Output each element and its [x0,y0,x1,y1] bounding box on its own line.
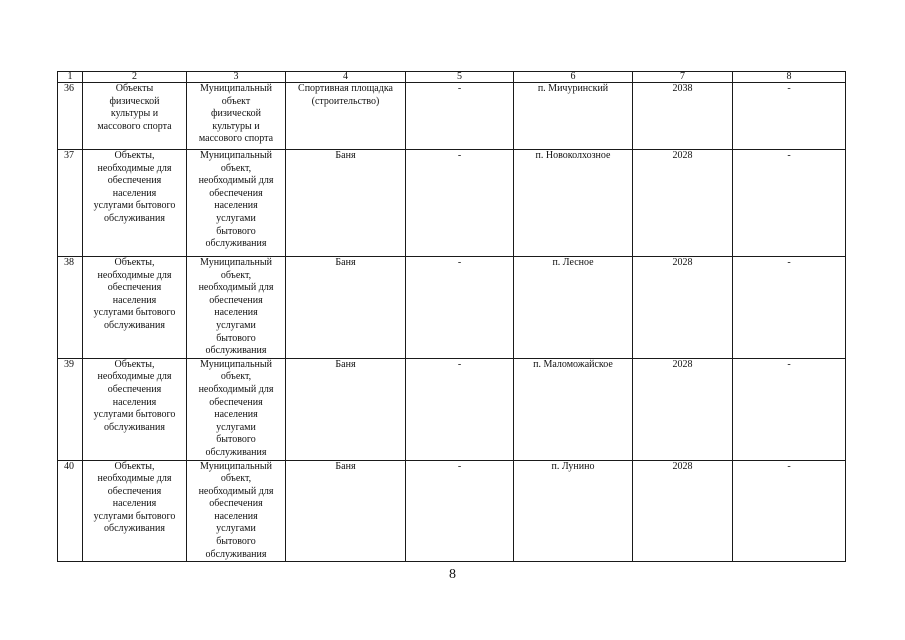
object-year: 2028 [633,460,733,562]
object-year: 2038 [633,83,733,150]
object-location: п. Новоколхозное [514,150,633,257]
header-row [58,72,846,83]
object-location: п. Маломожайское [514,358,633,460]
object-name: Баня [286,358,406,460]
object-category: Объекты, необходимые для обеспечения населения услугами бытового обслуживания [83,257,187,359]
header-cell: 6 [514,72,633,83]
header-cell: 5 [406,72,514,83]
header-cell: 1 [58,72,83,83]
object-name: Спортивная площадка (строительство) [286,83,406,150]
column-8-value: - [733,257,846,359]
table-row [58,460,846,562]
column-5-value: - [406,358,514,460]
object-year: 2028 [633,150,733,257]
header-cell: 3 [187,72,286,83]
table-row [58,150,846,257]
header-cell: 7 [633,72,733,83]
object-location: п. Мичуринский [514,83,633,150]
table-row [58,358,846,460]
header-cell: 2 [83,72,187,83]
column-5-value: - [406,150,514,257]
page-number: 8 [449,567,456,582]
row-number: 36 [58,83,83,150]
object-category: Объекты физической культуры и массового спорта [83,83,187,150]
object-significance: Муниципальный объект, необходимый для обеспечения населения услугами бытового обслуживания [187,150,286,257]
column-8-value: - [733,150,846,257]
object-location: п. Лунино [514,460,633,562]
table-row [58,83,846,150]
object-name: Баня [286,150,406,257]
object-category: Объекты, необходимые для обеспечения населения услугами бытового обслуживания [83,460,187,562]
object-year: 2028 [633,257,733,359]
column-5-value: - [406,257,514,359]
object-significance: Муниципальный объект, необходимый для обеспечения населения услугами бытового обслуживания [187,460,286,562]
object-location: п. Лесное [514,257,633,359]
object-category: Объекты, необходимые для обеспечения населения услугами бытового обслуживания [83,150,187,257]
header-cell: 8 [733,72,846,83]
object-year: 2028 [633,358,733,460]
row-number: 40 [58,460,83,562]
object-significance: Муниципальный объект, необходимый для обеспечения населения услугами бытового обслуживания [187,257,286,359]
row-number: 37 [58,150,83,257]
object-significance: Муниципальный объект физической культуры и массового спорта [187,83,286,150]
row-number: 39 [58,358,83,460]
column-8-value: - [733,83,846,150]
column-5-value: - [406,83,514,150]
column-8-value: - [733,460,846,562]
header-cell: 4 [286,72,406,83]
column-8-value: - [733,358,846,460]
objects-table [57,71,846,562]
table-row [58,257,846,359]
object-name: Баня [286,257,406,359]
object-category: Объекты, необходимые для обеспечения населения услугами бытового обслуживания [83,358,187,460]
object-name: Баня [286,460,406,562]
column-5-value: - [406,460,514,562]
row-number: 38 [58,257,83,359]
object-significance: Муниципальный объект, необходимый для обеспечения населения услугами бытового обслуживания [187,358,286,460]
